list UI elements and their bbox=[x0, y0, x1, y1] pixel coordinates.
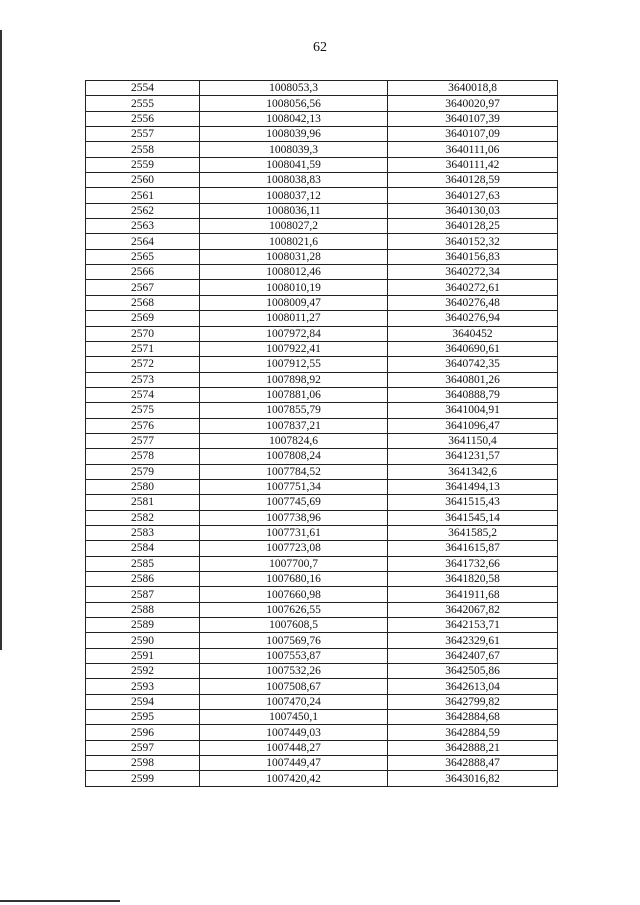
y-coordinate-cell: 3640130,03 bbox=[388, 203, 558, 218]
y-coordinate-cell: 3640272,61 bbox=[388, 280, 558, 295]
point-number-cell: 2561 bbox=[86, 188, 200, 203]
point-number-cell: 2571 bbox=[86, 341, 200, 356]
x-coordinate-cell: 1008011,27 bbox=[200, 311, 388, 326]
page-number: 62 bbox=[313, 40, 327, 55]
y-coordinate-cell: 3641494,13 bbox=[388, 479, 558, 494]
y-coordinate-cell: 3641515,43 bbox=[388, 495, 558, 510]
point-number-cell: 2575 bbox=[86, 403, 200, 418]
point-number-cell: 2591 bbox=[86, 648, 200, 663]
x-coordinate-cell: 1008036,11 bbox=[200, 203, 388, 218]
table-row bbox=[86, 173, 558, 188]
y-coordinate-cell: 3640690,61 bbox=[388, 341, 558, 356]
y-coordinate-cell: 3640128,25 bbox=[388, 219, 558, 234]
y-coordinate-cell: 3640156,83 bbox=[388, 249, 558, 264]
y-coordinate-cell: 3641615,87 bbox=[388, 541, 558, 556]
point-number-cell: 2597 bbox=[86, 740, 200, 755]
table-row bbox=[86, 479, 558, 494]
y-coordinate-cell: 3640276,48 bbox=[388, 295, 558, 310]
y-coordinate-cell: 3642153,71 bbox=[388, 618, 558, 633]
x-coordinate-cell: 1008009,47 bbox=[200, 295, 388, 310]
table-row bbox=[86, 664, 558, 679]
x-coordinate-cell: 1007855,79 bbox=[200, 403, 388, 418]
point-number-cell: 2565 bbox=[86, 249, 200, 264]
x-coordinate-cell: 1008038,83 bbox=[200, 173, 388, 188]
x-coordinate-cell: 1007784,52 bbox=[200, 464, 388, 479]
x-coordinate-cell: 1007448,27 bbox=[200, 740, 388, 755]
y-coordinate-cell: 3640742,35 bbox=[388, 357, 558, 372]
point-number-cell: 2579 bbox=[86, 464, 200, 479]
point-number-cell: 2584 bbox=[86, 541, 200, 556]
table-row bbox=[86, 234, 558, 249]
coordinates-table-body bbox=[86, 81, 558, 787]
y-coordinate-cell: 3642407,67 bbox=[388, 648, 558, 663]
table-row bbox=[86, 311, 558, 326]
x-coordinate-cell: 1007660,98 bbox=[200, 587, 388, 602]
y-coordinate-cell: 3641004,91 bbox=[388, 403, 558, 418]
y-coordinate-cell: 3640272,34 bbox=[388, 265, 558, 280]
table-row bbox=[86, 541, 558, 556]
point-number-cell: 2576 bbox=[86, 418, 200, 433]
point-number-cell: 2574 bbox=[86, 387, 200, 402]
x-coordinate-cell: 1007731,61 bbox=[200, 525, 388, 540]
table-row bbox=[86, 341, 558, 356]
point-number-cell: 2587 bbox=[86, 587, 200, 602]
x-coordinate-cell: 1007449,03 bbox=[200, 725, 388, 740]
table-row bbox=[86, 587, 558, 602]
table-row bbox=[86, 633, 558, 648]
table-row bbox=[86, 433, 558, 448]
x-coordinate-cell: 1008039,96 bbox=[200, 127, 388, 142]
y-coordinate-cell: 3640020,97 bbox=[388, 96, 558, 111]
table-row bbox=[86, 249, 558, 264]
y-coordinate-cell: 3643016,82 bbox=[388, 771, 558, 786]
y-coordinate-cell: 3641342,6 bbox=[388, 464, 558, 479]
x-coordinate-cell: 1007751,34 bbox=[200, 479, 388, 494]
y-coordinate-cell: 3640801,26 bbox=[388, 372, 558, 387]
x-coordinate-cell: 1008056,56 bbox=[200, 96, 388, 111]
table-row bbox=[86, 679, 558, 694]
x-coordinate-cell: 1007824,6 bbox=[200, 433, 388, 448]
table-row bbox=[86, 295, 558, 310]
x-coordinate-cell: 1007745,69 bbox=[200, 495, 388, 510]
point-number-cell: 2562 bbox=[86, 203, 200, 218]
table-row bbox=[86, 449, 558, 464]
point-number-cell: 2592 bbox=[86, 664, 200, 679]
scan-bottom-line bbox=[0, 900, 120, 902]
x-coordinate-cell: 1008027,2 bbox=[200, 219, 388, 234]
point-number-cell: 2563 bbox=[86, 219, 200, 234]
point-number-cell: 2583 bbox=[86, 525, 200, 540]
y-coordinate-cell: 3641732,66 bbox=[388, 556, 558, 571]
x-coordinate-cell: 1007470,24 bbox=[200, 694, 388, 709]
y-coordinate-cell: 3640888,79 bbox=[388, 387, 558, 402]
y-coordinate-cell: 3641150,4 bbox=[388, 433, 558, 448]
point-number-cell: 2588 bbox=[86, 602, 200, 617]
x-coordinate-cell: 1008037,12 bbox=[200, 188, 388, 203]
point-number-cell: 2599 bbox=[86, 771, 200, 786]
x-coordinate-cell: 1007680,16 bbox=[200, 572, 388, 587]
x-coordinate-cell: 1007532,26 bbox=[200, 664, 388, 679]
x-coordinate-cell: 1008012,46 bbox=[200, 265, 388, 280]
x-coordinate-cell: 1007553,87 bbox=[200, 648, 388, 663]
point-number-cell: 2573 bbox=[86, 372, 200, 387]
point-number-cell: 2569 bbox=[86, 311, 200, 326]
point-number-cell: 2556 bbox=[86, 111, 200, 126]
table-row bbox=[86, 219, 558, 234]
table-row bbox=[86, 81, 558, 96]
table-row bbox=[86, 326, 558, 341]
point-number-cell: 2598 bbox=[86, 756, 200, 771]
x-coordinate-cell: 1008039,3 bbox=[200, 142, 388, 157]
point-number-cell: 2586 bbox=[86, 572, 200, 587]
x-coordinate-cell: 1007508,67 bbox=[200, 679, 388, 694]
x-coordinate-cell: 1007898,92 bbox=[200, 372, 388, 387]
point-number-cell: 2589 bbox=[86, 618, 200, 633]
y-coordinate-cell: 3640128,59 bbox=[388, 173, 558, 188]
y-coordinate-cell: 3641911,68 bbox=[388, 587, 558, 602]
table-row bbox=[86, 157, 558, 172]
x-coordinate-cell: 1008042,13 bbox=[200, 111, 388, 126]
x-coordinate-cell: 1008010,19 bbox=[200, 280, 388, 295]
scan-margin-line bbox=[0, 30, 2, 650]
point-number-cell: 2572 bbox=[86, 357, 200, 372]
y-coordinate-cell: 3642329,61 bbox=[388, 633, 558, 648]
point-number-cell: 2555 bbox=[86, 96, 200, 111]
x-coordinate-cell: 1007700,7 bbox=[200, 556, 388, 571]
table-row bbox=[86, 142, 558, 157]
x-coordinate-cell: 1007738,96 bbox=[200, 510, 388, 525]
table-row bbox=[86, 510, 558, 525]
y-coordinate-cell: 3642884,68 bbox=[388, 710, 558, 725]
point-number-cell: 2567 bbox=[86, 280, 200, 295]
point-number-cell: 2564 bbox=[86, 234, 200, 249]
point-number-cell: 2560 bbox=[86, 173, 200, 188]
table-row bbox=[86, 203, 558, 218]
y-coordinate-cell: 3640276,94 bbox=[388, 311, 558, 326]
x-coordinate-cell: 1008021,6 bbox=[200, 234, 388, 249]
table-row bbox=[86, 387, 558, 402]
y-coordinate-cell: 3641096,47 bbox=[388, 418, 558, 433]
table-row bbox=[86, 694, 558, 709]
y-coordinate-cell: 3641820,58 bbox=[388, 572, 558, 587]
point-number-cell: 2566 bbox=[86, 265, 200, 280]
table-row bbox=[86, 572, 558, 587]
table-row bbox=[86, 648, 558, 663]
y-coordinate-cell: 3642067,82 bbox=[388, 602, 558, 617]
x-coordinate-cell: 1007912,55 bbox=[200, 357, 388, 372]
x-coordinate-cell: 1007808,24 bbox=[200, 449, 388, 464]
y-coordinate-cell: 3642884,59 bbox=[388, 725, 558, 740]
point-number-cell: 2559 bbox=[86, 157, 200, 172]
y-coordinate-cell: 3642799,82 bbox=[388, 694, 558, 709]
y-coordinate-cell: 3640107,09 bbox=[388, 127, 558, 142]
y-coordinate-cell: 3640152,32 bbox=[388, 234, 558, 249]
x-coordinate-cell: 1008031,28 bbox=[200, 249, 388, 264]
y-coordinate-cell: 3640107,39 bbox=[388, 111, 558, 126]
point-number-cell: 2568 bbox=[86, 295, 200, 310]
point-number-cell: 2594 bbox=[86, 694, 200, 709]
x-coordinate-cell: 1008053,3 bbox=[200, 81, 388, 96]
table-row bbox=[86, 725, 558, 740]
point-number-cell: 2595 bbox=[86, 710, 200, 725]
table-row bbox=[86, 188, 558, 203]
x-coordinate-cell: 1007449,47 bbox=[200, 756, 388, 771]
y-coordinate-cell: 3640127,63 bbox=[388, 188, 558, 203]
table-row bbox=[86, 556, 558, 571]
point-number-cell: 2580 bbox=[86, 479, 200, 494]
y-coordinate-cell: 3641545,14 bbox=[388, 510, 558, 525]
y-coordinate-cell: 3641231,57 bbox=[388, 449, 558, 464]
y-coordinate-cell: 3640452 bbox=[388, 326, 558, 341]
table-row bbox=[86, 618, 558, 633]
table-row bbox=[86, 265, 558, 280]
point-number-cell: 2593 bbox=[86, 679, 200, 694]
point-number-cell: 2577 bbox=[86, 433, 200, 448]
table-row bbox=[86, 495, 558, 510]
x-coordinate-cell: 1007569,76 bbox=[200, 633, 388, 648]
point-number-cell: 2554 bbox=[86, 81, 200, 96]
x-coordinate-cell: 1007972,84 bbox=[200, 326, 388, 341]
x-coordinate-cell: 1007723,08 bbox=[200, 541, 388, 556]
table-row bbox=[86, 602, 558, 617]
point-number-cell: 2558 bbox=[86, 142, 200, 157]
x-coordinate-cell: 1007626,55 bbox=[200, 602, 388, 617]
x-coordinate-cell: 1007420,42 bbox=[200, 771, 388, 786]
point-number-cell: 2581 bbox=[86, 495, 200, 510]
x-coordinate-cell: 1007881,06 bbox=[200, 387, 388, 402]
point-number-cell: 2596 bbox=[86, 725, 200, 740]
point-number-cell: 2582 bbox=[86, 510, 200, 525]
table-row bbox=[86, 464, 558, 479]
y-coordinate-cell: 3640111,42 bbox=[388, 157, 558, 172]
table-row bbox=[86, 710, 558, 725]
table-row bbox=[86, 357, 558, 372]
point-number-cell: 2570 bbox=[86, 326, 200, 341]
coordinates-table bbox=[85, 80, 558, 787]
y-coordinate-cell: 3642613,04 bbox=[388, 679, 558, 694]
table-row bbox=[86, 96, 558, 111]
table-row bbox=[86, 403, 558, 418]
point-number-cell: 2578 bbox=[86, 449, 200, 464]
x-coordinate-cell: 1007450,1 bbox=[200, 710, 388, 725]
point-number-cell: 2590 bbox=[86, 633, 200, 648]
x-coordinate-cell: 1007922,41 bbox=[200, 341, 388, 356]
table-row bbox=[86, 372, 558, 387]
y-coordinate-cell: 3640018,8 bbox=[388, 81, 558, 96]
x-coordinate-cell: 1007608,5 bbox=[200, 618, 388, 633]
x-coordinate-cell: 1007837,21 bbox=[200, 418, 388, 433]
table-row bbox=[86, 525, 558, 540]
table-row bbox=[86, 756, 558, 771]
y-coordinate-cell: 3642888,21 bbox=[388, 740, 558, 755]
y-coordinate-cell: 3640111,06 bbox=[388, 142, 558, 157]
table-row bbox=[86, 418, 558, 433]
y-coordinate-cell: 3642505,86 bbox=[388, 664, 558, 679]
point-number-cell: 2557 bbox=[86, 127, 200, 142]
y-coordinate-cell: 3642888,47 bbox=[388, 756, 558, 771]
y-coordinate-cell: 3641585,2 bbox=[388, 525, 558, 540]
table-row bbox=[86, 740, 558, 755]
point-number-cell: 2585 bbox=[86, 556, 200, 571]
table-row bbox=[86, 111, 558, 126]
x-coordinate-cell: 1008041,59 bbox=[200, 157, 388, 172]
table-row bbox=[86, 127, 558, 142]
table-row bbox=[86, 280, 558, 295]
table-row bbox=[86, 771, 558, 786]
